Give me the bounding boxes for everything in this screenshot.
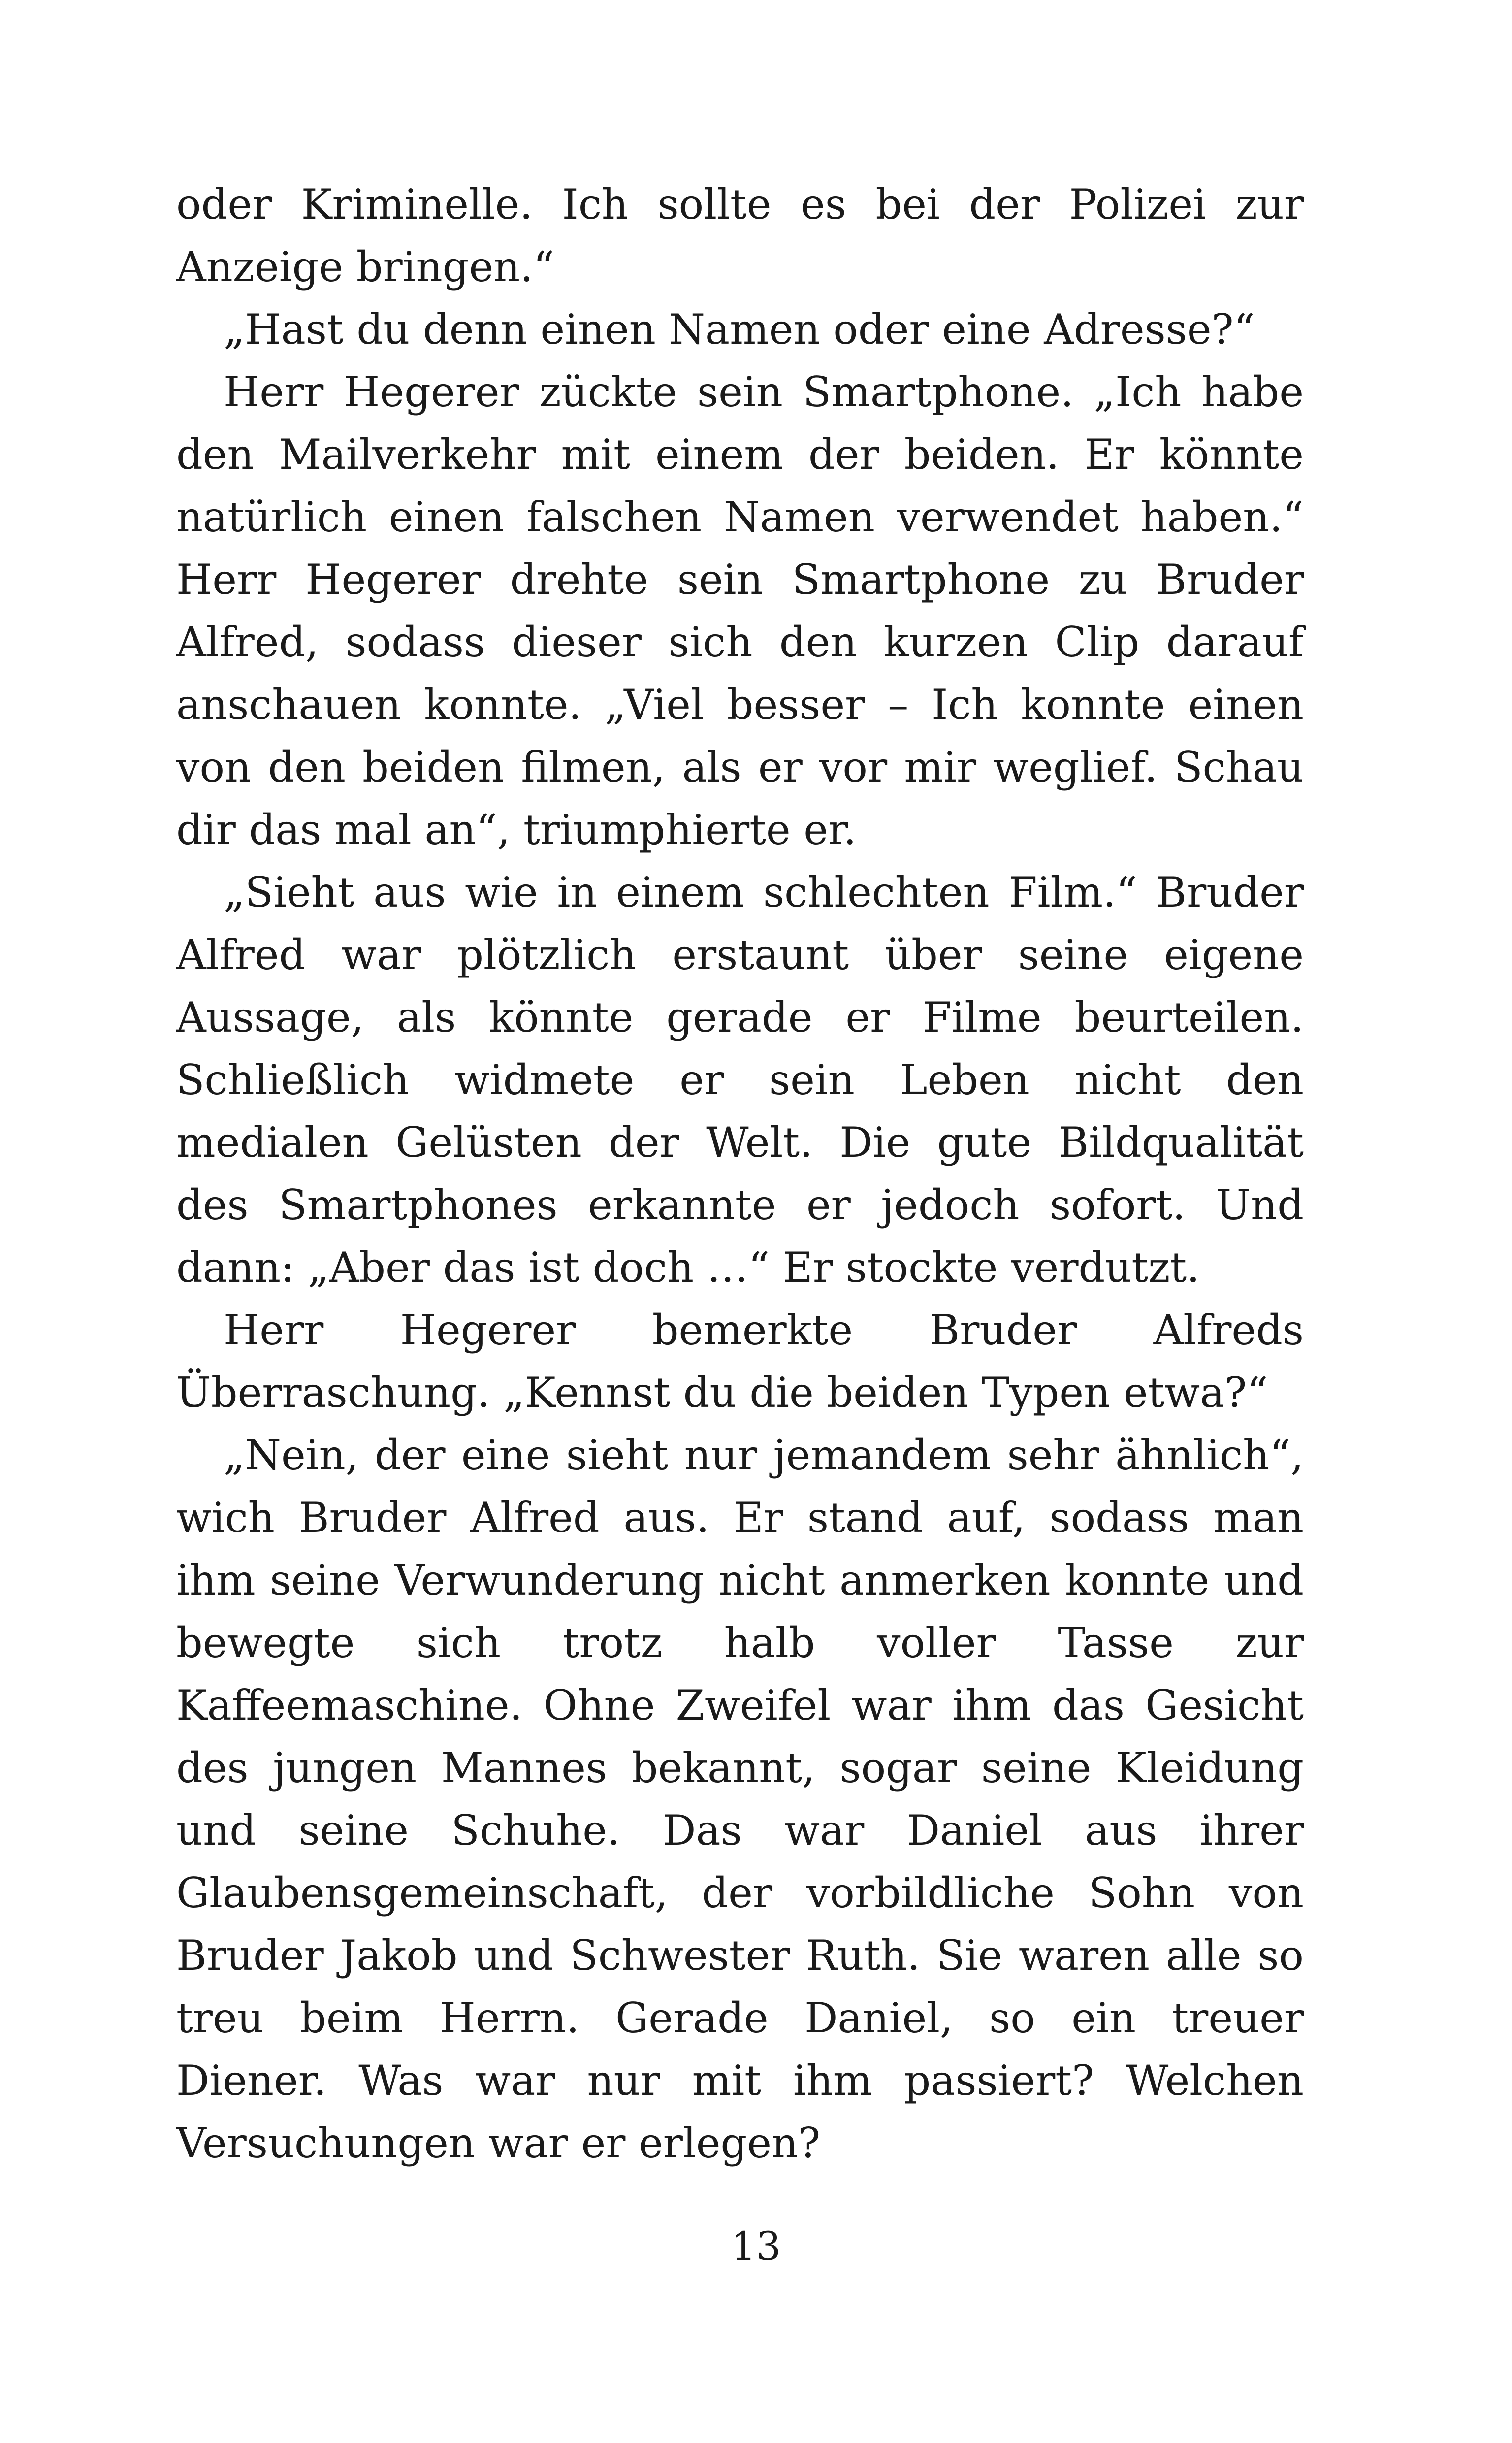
paragraph-2: „Hast du denn einen Namen oder eine Adresse?“ xyxy=(224,305,1255,354)
page-number: 13 xyxy=(731,2223,781,2269)
paragraph-5: Herr Hegerer bemerkte Bruder Alfreds Überraschung. „Kennst du die beiden Typen etwa?“ xyxy=(176,1306,1304,1417)
paragraph-4: „Sieht aus wie in einem schlechten Film.“ Bruder Alfred war plötzlich erstaunt über seine eigene Aussage, als könnte gerade er Filme beurteilen. Schließlich widmete er sein Leben nicht den medialen Gelüsten der Welt. Die gute Bildqualität des Smartphones erkannte er jedoch sofort. Und dann: „Aber das ist doch …“ Er stockte verdutzt. xyxy=(176,868,1304,1292)
paragraph-3: Herr Hegerer zückte sein Smartphone. „Ich habe den Mailverkehr mit einem der beiden. Er könnte natürlich einen falschen Namen verwendet haben.“ Herr Hegerer drehte sein Smartphone zu Bruder Alfred, sodass dieser sich den kurzen Clip darauf anschauen konnte. „Viel besser – Ich konnte einen von den beiden filmen, als er vor mir weglief. Schau dir das mal an“, triumphierte er. xyxy=(176,368,1304,854)
body-text xyxy=(176,173,1304,2175)
paragraph-6: „Nein, der eine sieht nur jemandem sehr ähnlich“, wich Bruder Alfred aus. Er stand auf, sodass man ihm seine Verwunderung nicht anmerken konnte und bewegte sich trotz halb voller Tasse zur Kaffeemaschine. Ohne Zweifel war ihm das Gesicht des jungen Mannes bekannt, sogar seine Kleidung und seine Schuhe. Das war Daniel aus ihrer Glaubensgemeinschaft, der vorbildliche Sohn von Bruder Jakob und Schwester Ruth. Sie waren alle so treu beim Herrn. Gerade Daniel, so ein treuer Diener. Was war nur mit ihm passiert? Welchen Versuchungen war er erlegen? xyxy=(176,1431,1304,2167)
paragraph-1: oder Kriminelle. Ich sollte es bei der Polizei zur Anzeige bringen.“ xyxy=(176,180,1304,291)
